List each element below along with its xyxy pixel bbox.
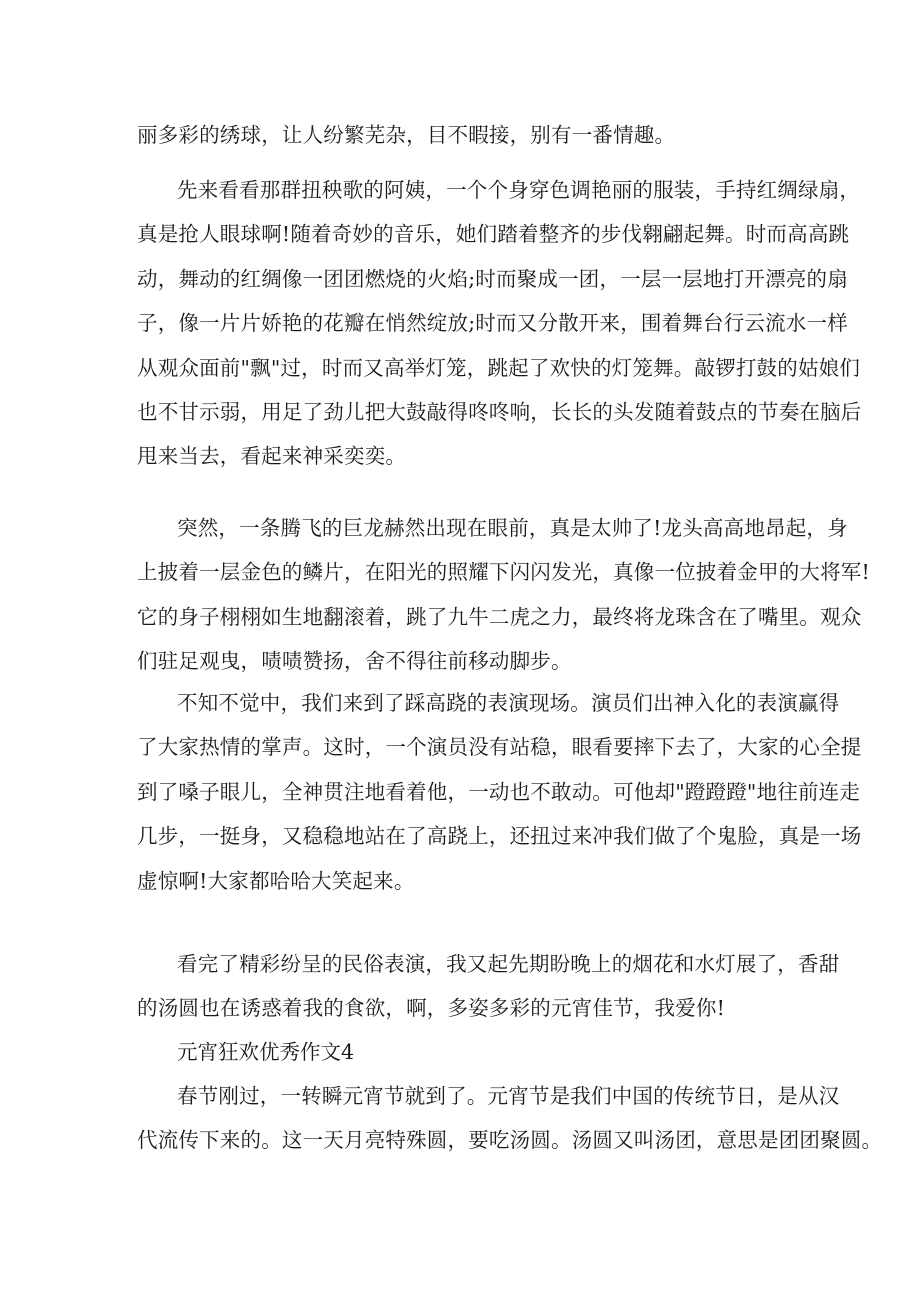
paragraph-6 [137, 1074, 883, 1163]
text-line: 了大家热情的掌声。这时，一个演员没有站稳，眼看要摔下去了，大家的心全提 [137, 735, 862, 760]
text-line: 子，像一片片娇艳的花瓣在悄然绽放;时而又分散开来，围着舞台行云流水一样 [137, 311, 848, 336]
text-line: 动，舞动的红绸像一团团燃烧的火焰;时而聚成一团，一层一层地打开漂亮的扇 [137, 266, 848, 291]
text-line: 也不甘示弱，用足了劲儿把大鼓敲得咚咚响，长长的头发随着鼓点的节奏在脑后 [137, 400, 862, 425]
text-line: 它的身子栩栩如生地翻滚着，跳了九牛二虎之力，最终将龙珠含在了嘴里。观众 [137, 604, 862, 629]
text-line: 代流传下来的。这一天月亮特殊圆，要吃汤圆。汤圆又叫汤团，意思是团团聚圆。 [137, 1128, 883, 1153]
text-line: 虚惊啊!大家都哈哈大笑起来。 [137, 868, 415, 893]
text-line: 从观众面前"飘"过，时而又高举灯笼，跳起了欢快的灯笼舞。敲锣打鼓的姑娘们 [137, 355, 861, 380]
text-line: 真是抢人眼球啊!随着奇妙的音乐，她们踏着整齐的步伐翱翩起舞。时而高高跳 [137, 222, 850, 247]
text-line: 到了嗓子眼儿，全神贯注地看着他，一动也不敢动。可他却"蹬蹬蹬"地往前连走 [137, 779, 861, 804]
text-line: 的汤圆也在诱惑着我的食欲，啊，多姿多彩的元宵佳节，我爱你! [137, 996, 726, 1021]
paragraph-1 [137, 113, 797, 157]
text-line: 先来看看那群扭秧歌的阿姨，一个个身穿色调艳丽的服装，手持红绸绿扇， [177, 178, 861, 202]
paragraph-5 [137, 942, 840, 1031]
paragraph-4 [137, 681, 862, 903]
text-line: 突然，一条腾飞的巨龙赫然出现在眼前，真是太帅了!龙头高高地昂起，身 [177, 516, 848, 540]
paragraph-2 [137, 168, 862, 479]
text-line: 上披着一层金色的鳞片，在阳光的照耀下闪闪发光，真像一位披着金甲的大将军! [137, 560, 870, 585]
text-line: 看完了精彩纷呈的民俗表演，我又起先期盼晚上的烟花和水灯展了，香甜 [177, 952, 840, 976]
text-line: 不知不觉中，我们来到了踩高跷的表演现场。演员们出神入化的表演赢得 [177, 691, 840, 715]
paragraph-3 [137, 506, 870, 684]
text-line: 甩来当去，看起来神采奕奕。 [137, 444, 407, 469]
text-line: 春节刚过，一转瞬元宵节就到了。元宵节是我们中国的传统节日，是从汉 [177, 1084, 840, 1108]
text-line: 几步，一挺身，又稳稳地站在了高跷上，还扭过来冲我们做了个鬼脸，真是一场 [137, 824, 862, 849]
text-line: 们驻足观曳，啧啧赞扬，舍不得往前移动脚步。 [137, 649, 572, 674]
text-line: 丽多彩的绣球，让人纷繁芜杂，目不暇接，别有一番情趣。 [137, 123, 676, 147]
section-heading: 元宵狂欢优秀作文4 [177, 1040, 355, 1064]
